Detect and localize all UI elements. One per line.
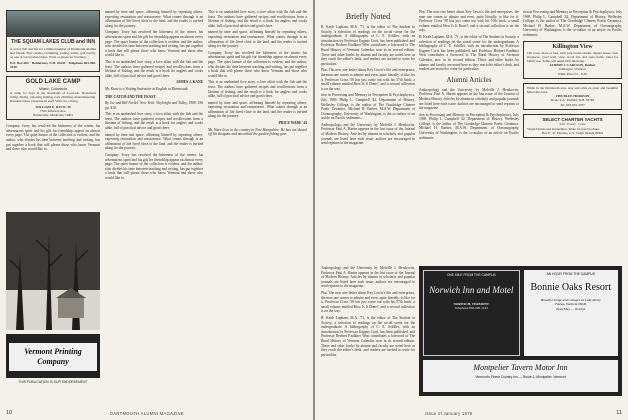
left-article-col3-filler-3: This is an unabashed love story, a love affair with the fish and the feast. The authors have gathered recipes and recollections from a lifetime of fishing, and the result is a book for anglers and cooks alike, full of practical advice and good cheer. (208, 80, 307, 99)
right-col3-text: tion in Processing and Memory in Perception & Psychophysics, July 1969. Philip L. Campbell '42, Department of History, Wellesley College, is the author of The Goodridge Chinese Poetic Ceramics. Michael H. Barber, M.A.W. Department of Oceanography, University of Washington, is the co-author of an article on Pacific sediments. (523, 10, 622, 37)
squam-lakes-title: THE SQUAM LAKES CLUB and INN (11, 39, 95, 45)
montpelier-name: Montpelier Tavern Motor Inn (473, 363, 568, 372)
gold-lake-body: A camp for boys in the mountains of Colorado. Horseback riding, hiking, canoeing, fishing, rock climbing, mountaineering. Resident nurse, experienced staff. Write for catalog. (10, 91, 96, 104)
left-page-number: 10 (6, 410, 13, 416)
left-article-col2 (105, 10, 203, 390)
killington-view-ad (523, 41, 622, 79)
right-third-column (523, 10, 622, 260)
left-article-col3-filler-2: Company. Ivory has resolved the bitterness of the winter, his adventurous spirit and his gift for friendship appear on almost every page. The quiet humor of the collection is evident, and the author, who divides his time between teaching and writing, has put together a book that will please those who know Vermont and those who would like to. (208, 50, 307, 78)
vermont-printing-name: Vermont Printing Company (9, 343, 97, 371)
right-lower-text-3: B. Keith Lapham, M.A. '71, is the editor of The Student in Society, a selection of readings on the social scene for the undergraduate. A bibliography of C. E. Schiller, with an introduction by Professor Eugene Cord, has been published, and Professor Herbert Faulkner West contributes a foreword to The Rural History of Vermont Calendar, now in its second edition. These and other books by alumni and faculty are noted here as they reach the editor's desk, and readers are invited to write for particulars. (321, 315, 415, 357)
killington-contact-name: ALBERT J. CARLSON, Realtor (549, 63, 596, 68)
norwich-inn-ad (423, 270, 520, 356)
killington-body: 120 acres, more or less, with year-round stream, duplex house, four fireplaces, good well, view, wood lots and open fields. Ideal for family use. Seller will assist with financing. (527, 50, 618, 63)
alumni-articles-body-2: tion in Processing and Memory in Perception & Psychophysics, July 1969. Philip L. Campbell '42, Department of History, Wellesley College, is the author of The Goodridge Chinese Poetic Ceramics. Michael H. Barber, M.A.W. Department of Oceanography, University of Washington, is the co-author of an article on Pacific sediments. (419, 112, 519, 140)
montpelier-tagline: Vermont's Finest Country Inn — Route 2, Montpelier, Vermont (475, 375, 566, 379)
right-page-footer: Issue of January 1970 (425, 411, 473, 416)
briefly-noted-body-2: Plat. The new one better about Key Lewis's life and enterprises, the man one comes to admire and even, quite literally, to like for it. Professor Cross '58 has just come out with his 57th book, a small volume entitled How Is It Done?, and a second collection is on the way. (321, 68, 415, 91)
reviewer-bio: Mr. Ware lives in the country in New Hampshire. He has not dusted off his shotguns and unearthed the garden fishing gear. (208, 127, 307, 137)
left-article-col2-filler: Company. Ivory has resolved the bitterness of the winter, his adventurous spirit and his gift for friendship appear on almost every page. The quiet humor of the collection is evident, and the author, who divides his time between teaching and writing, has put together a book that will please those who know Vermont and those who would like to. (105, 30, 203, 58)
book-byline: By Joe and Bill Neckel. New York: Weybright and Talley, 1969. 196 pp. $10. (105, 101, 203, 110)
left-article-col3-filler: named by time and space, affirming himself by repeating others, expecting restoration and reassurance. What comes through is an affirmation of life lived close to the land, and the reader is invited along for the journey. (208, 30, 307, 49)
winter-trees-photo (6, 212, 100, 330)
gold-lake-camp-ad (6, 76, 100, 120)
right-lower-column (321, 266, 415, 392)
montpelier-tavern-ad (423, 360, 618, 392)
blue-horizon-phone: Tel. 603-632-4787 (560, 102, 585, 107)
left-article-col2-more-3: Company. Ivory has resolved the bitterness of the winter, his adventurous spirit and his gift for friendship appear on almost every page. The quiet humor of the collection is evident, and the author, who divides his time between teaching and writing, has put together a book that will please those who know Vermont and those who would like to. (105, 153, 203, 180)
yachts-subtitle: Sail · Power · Crew (559, 122, 586, 127)
right-col2-text: Plat. The new one better about Key Lewis's life and enterprises, the man one comes to admire and even, quite literally, to like for it. Professor Cross '58 has just come out with his 57th book, a small volume entitled How Is It Done?, and a second collection is on the way. (419, 10, 519, 33)
briefly-noted-column (321, 10, 415, 260)
right-page-number: 11 (616, 410, 622, 416)
bonnie-oaks-tagline: Beautiful Lodge and Cottages on Lake Morey (540, 298, 601, 303)
right-middle-column (419, 10, 519, 260)
vermont-printing-tagline: THIS PUBLICATION IS OUR ENDORSEMENT (18, 380, 88, 384)
left-article-col3-text: This is an unabashed love story, a love affair with the fish and the feast. The authors have gathered recipes and recollections from a lifetime of fishing, and the result is a book for anglers and cooks alike, full of practical advice and good cheer. (208, 10, 307, 28)
briefly-noted-body: B. Keith Lapham, M.A. '71, is the editor of The Student in Society, a selection of readings on the social scene for the undergraduate. A bibliography of C. E. Schiller, with an introduction by Professor Eugene Cord, has been published, and Professor Herbert Faulkner West contributes a foreword to The Rural History of Vermont Calendar, now in its second edition. These and other books by alumni and faculty are noted here as they reach the editor's desk, and readers are invited to write for particulars. (321, 25, 415, 66)
reviewer-note: Mr. Kane is a Visiting Instructor in English at Dartmouth. (105, 86, 189, 91)
blue-horizon-body: While in the Dartmouth area, stay and relax on quiet and beautiful Mascoma Lake. (527, 85, 618, 94)
norwich-name: Norwich Inn and Motel (429, 285, 514, 296)
blue-horizon-contact: Route 4-A · Enfield, N.H. 03748 (550, 98, 595, 103)
bonnie-oaks-address: Fairlee, Vermont 05045 (555, 302, 587, 307)
norwich-location: NORWICH, VERMONT (453, 302, 490, 307)
gold-lake-location: Ward, Colorado (39, 86, 67, 92)
winter-trees-illustration (6, 212, 100, 330)
left-article-col2-more: This is an unabashed love story, a love affair with the fish and the feast. The authors have gathered recipes and recollections from a lifetime of fishing, and the result is a book for anglers and cooks alike, full of practical advice and good cheer. (105, 112, 203, 131)
left-article-col3-filler-4: named by time and space, affirming himself by repeating others, expecting restoration and reassurance. What comes through is an affirmation of life lived close to the land, and the reader is invited along for the journey. (208, 100, 307, 119)
right-col2-text-2: B. Keith Lapham, M.A. '71, is the editor of The Student in Society, a selection of readings on the social scene for the undergraduate. A bibliography of C. E. Schiller, with an introduction by Professor Eugene Cord, has been published, and Professor Herbert Faulkner West contributes a foreword to The Rural History of Vermont Calendar, now in its second edition. These and other books by alumni and faculty are noted here as they reach the editor's desk, and readers are invited to write for particulars. (419, 34, 519, 72)
gold-lake-contact-name: WILLIAM E. DAVIS '46 (35, 104, 71, 109)
left-article-col2-more-2: named by time and space, affirming himself by repeating others, expecting restoration and reassurance. What comes through is an affirmation of life lived close to the land, and the reader is invited along for the journey. (105, 132, 203, 151)
left-magazine-page (0, 0, 313, 420)
gold-lake-contact-address: 7500 Jefferson Ave. (39, 108, 67, 113)
review-signature: JAMES J. KANE (175, 80, 203, 85)
yachts-contact: Box 8 · St. Thomas, U.S. Virgin Islands 00801 (541, 130, 604, 135)
gold-lake-contact-city: Bartlesville, Oklahoma 74003 (33, 113, 73, 118)
yachts-body: Virgin Islands and Grenadines. Write for free brochure. (527, 126, 600, 131)
charter-yachts-ad (523, 114, 622, 138)
bonnie-oaks-ad (524, 270, 619, 356)
right-magazine-page (315, 0, 628, 420)
yachts-title: SELECT CHARTER YACHTS (542, 116, 603, 122)
killington-contact-place: Killington, Vermont (559, 67, 586, 72)
norwich-banner: ONE MILE FROM THE CAMPUS (446, 273, 496, 277)
squam-lakes-body: A social club and Inn for a limited number of Dartmouth Alumni and friends. Fine cuisine, swimming, sailing, tennis, golf nearby, on one of our loveliest lakes. Write or phone for brochure. (10, 47, 96, 60)
briefly-noted-body-4: Anthropology and the University by Melville J. Herskovits. Professor Paul A. Hartin appears in the last issue of the Journal of Modern History. Articles by alumni in scholarly and popular journals are listed here each issue; authors are encouraged to send reprints to the magazine. (321, 122, 415, 146)
left-ad-column (6, 10, 100, 390)
left-article-col2-filler-2: This is an unabashed love story, a love affair with the fish and the feast. The authors have gathered recipes and recollections from a lifetime of fishing, and the result is a book for anglers and cooks alike, full of practical advice and good cheer. (105, 59, 203, 78)
squam-lakes-club-ad (6, 10, 100, 72)
briefly-noted-title: Briefly Noted (345, 12, 391, 21)
left-article-col3 (208, 10, 307, 390)
alumni-articles-title: Alumni Articles (446, 75, 492, 84)
killington-contact-phone: White River Jct., N.H. (557, 71, 588, 76)
squam-lakes-photo (7, 11, 99, 37)
norwich-phone: Telephone 802-649-1143 (454, 306, 488, 311)
left-article-col1: Company. Ivory has resolved the bitterness of the winter, his adventurous spirit and his gift for friendship appear on almost every page. The quiet humor of the collection is evident, and the author, who divides his time between teaching and writing, has put together a book that will please those who know Vermont and those who would like to. (6, 124, 100, 152)
blue-horizon-name: THE BLUE HORIZON (555, 94, 590, 99)
bonnie-oaks-open: Open May — October (555, 306, 586, 311)
killington-title: Killington View (552, 43, 593, 50)
bonnie-oaks-name: Bonnie Oaks Resort (530, 282, 612, 294)
squam-lakes-address: P.O. Box 684 · Holderness, N.H. 03245 · Telephone 603-968-3348 (10, 60, 96, 69)
left-article-col2-text: named by time and space, affirming himself by repeating others, expecting restoration and reassurance. What comes through is an affirmation of life lived close to the land, and the reader is invited along for the journey. (105, 10, 203, 28)
vermont-printing-ad (6, 334, 100, 378)
inn-ads-block (419, 266, 622, 396)
gold-lake-title: GOLD LAKE CAMP (25, 79, 81, 86)
right-lower-text: Anthropology and the University by Melville J. Herskovits. Professor Paul A. Hartin appears in the last issue of the Journal of Modern History. Articles by alumni in scholarly and popular journals are listed here each issue; authors are encouraged to send reprints to the magazine. (321, 266, 415, 289)
alumni-articles-body: Anthropology and the University by Melville J. Herskovits. Professor Paul A. Hartin appears in the last issue of the Journal of Modern History. Articles by alumni in scholarly and popular journals are listed here each issue; authors are encouraged to send reprints to the magazine. (419, 87, 519, 111)
left-page-footer: DARTMOUTH ALUMNI MAGAZINE (110, 411, 184, 416)
right-lower-text-2: Plat. The new one better about Key Lewis's life and enterprises, the man one comes to admire and even, quite literally, to like for it. Professor Cross '58 has just come out with his 57th book, a small volume entitled How Is It Done?, and a second collection is on the way. (321, 290, 415, 314)
bonnie-oaks-banner: AN HOUR FROM THE CAMPUS (546, 272, 595, 276)
blue-horizon-ad (523, 83, 622, 110)
book-title: THE CATCH AND THE FEAST (105, 94, 156, 99)
briefly-noted-body-3: tion in Processing and Memory in Perception & Psychophysics, July 1969. Philip L. Campbell '42, Department of History, Wellesley College, is the author of The Goodridge Chinese Poetic Ceramics. Michael H. Barber, M.A.W. Department of Oceanography, University of Washington, is the co-author of an article on Pacific sediments. (321, 93, 415, 121)
reviewer-name: PRICE WARE '44 (278, 121, 307, 126)
